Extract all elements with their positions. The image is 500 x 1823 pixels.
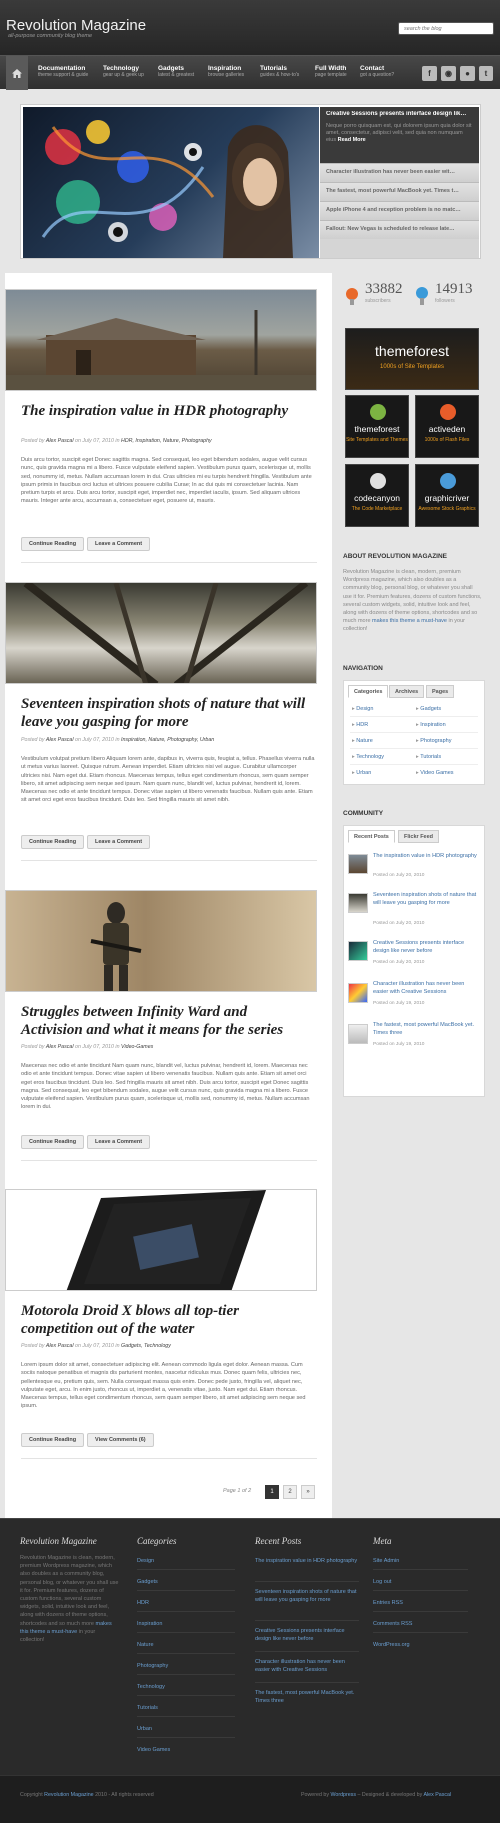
footer [0,1518,500,1775]
continue-reading-button[interactable]: Continue Reading [21,1135,84,1149]
in-label: in [115,1343,120,1349]
footer-categories-heading: Categories [137,1536,177,1546]
page-1-button[interactable]: 1 [265,1485,279,1499]
nav-label: Technology [103,65,139,72]
footer-rule [137,1590,235,1591]
recent-post-date: Posted on July 19, 2010 [373,1042,425,1047]
ad-subtitle: 1000s of Flash Files [424,437,470,443]
recent-post-title[interactable]: Character illustration has never been easier with Creative Sessions [373,981,465,995]
post-excerpt: Lorem ipsum dolor sit amet, consectetuer adipiscing elit. Aenean commodo ligula eget dolor. Aenean massa. Cum sociis natoque penatibus et magnis dis parturient montes, nascetur ridiculus mus. Donec quam felis, ultricies nec, pellentesque eu, pretium quis, sem. Nulla consequat massa quis enim. Donec pede justo, fringilla vel, aliquet nec, vulputate eget, arcu. In enim justo, rhoncus ut, imperdiet a, venenatis vitae, justo. Nam eget dui. Etiam rhoncus. Maecenas tempus, tellus eget condimentum rhoncus, sem quam semper libero, sit amet adipiscing sem neque sed ipsum. [21,1362,306,1410]
navigation-widget [343,680,485,785]
footer-rule [255,1682,359,1683]
credits [301,1792,451,1798]
category-link[interactable]: ▸ Nature [352,738,373,744]
recent-post-title[interactable]: The fastest, most powerful MacBook yet. Times three [373,1022,475,1036]
footer-about [20,1536,120,1644]
facebook-icon[interactable]: f [422,66,437,81]
footer-rule [255,1581,359,1582]
tab-pages[interactable]: Pages [426,685,454,698]
category-link[interactable]: ▸ HDR [352,722,368,728]
footer-rule [137,1632,235,1633]
nav-inspiration[interactable] [208,65,244,79]
footer-recent-link[interactable]: Creative Sessions presents interface design like never before [255,1628,345,1642]
on-label: on [75,737,81,743]
footer-category-link[interactable]: Inspiration [137,1621,163,1627]
featured-item[interactable]: Apple iPhone 4 and reception problem is no matc… [320,201,479,220]
page-2-button[interactable]: 2 [283,1485,297,1499]
forest-illustration [6,583,317,684]
category-link[interactable]: ▸ Urban [352,770,371,776]
footer-rule [137,1653,235,1654]
post-excerpt: Vestibulum volutpat pretium libero Aliquam lorem ante, dapibus in, viverra quis, feugiat a, tellus. Phasellus viverra nulla ut metus varius laoreet. Quisque rutrum. Aenean imperdiet. Etiam ultricies nisi vel augue. Curabitur ullamcorper ultricies nisi. Nam eget dui. Etiam rhoncus. Maecenas tempus, tellus eget condimentum rhoncus, sem quam semper libero, sit amet adipiscing sem neque sed ipsum. Nam quam nunc, blandit vel, luctus pulvinar, hendrerit id, lorem. Maecenas nec odio et ante tincidunt tempus. Donec vitae sapien ut libero venenatis faucibus. Nullam quis ante. Etiam sit amet orci eget eros faucibus tincidunt. Duis leo. Sed fringilla mauris sit amet nibh. [21,756,315,804]
page-count: Page 1 of 2 [223,1488,252,1494]
category-link[interactable]: ▸ Design [352,706,373,712]
featured-item[interactable]: Character illustration has never been easier wit… [320,163,479,182]
tab-categories[interactable]: Categories [348,685,388,698]
subscriber-count: 33882 [365,281,403,297]
footer-recent-link[interactable]: Character illustration has never been easier with Creative Sessions [255,1659,345,1673]
site-tagline: all-purpose community blog theme [8,33,93,39]
footer-rule [137,1695,235,1696]
leave-comment-button[interactable]: Leave a Comment [87,537,150,551]
footer-rule [137,1611,235,1612]
recent-post-date: Posted on July 20, 2010 [373,921,425,926]
read-more-link[interactable]: Read More [337,137,366,143]
footer-meta-link[interactable]: Log out [373,1579,392,1585]
about-heading: ABOUT REVOLUTION MAGAZINE [343,553,447,560]
recent-post-title[interactable]: Creative Sessions presents interface design like never before [373,940,465,954]
ad-title: themeforest [375,343,449,359]
follower-count: 14913 [435,281,473,297]
about-end: in your collection! [343,618,465,633]
footer-about-heading: Revolution Magazine [20,1536,97,1546]
on-label: on [75,438,81,444]
rss-icon [345,285,359,305]
continue-reading-button[interactable]: Continue Reading [21,1433,84,1447]
nav-sublabel: latest & greatest [158,72,195,78]
flickr-icon[interactable]: ● [460,66,475,81]
next-page-button[interactable]: » [301,1485,315,1499]
continue-reading-button[interactable]: Continue Reading [21,537,84,551]
recent-post-date: Posted on July 20, 2010 [373,873,425,878]
ad-subtitle: Awesome Stock Graphics [418,506,476,512]
subscriber-label: subscribers [365,298,391,304]
nav-contact[interactable] [360,65,394,79]
rule [350,748,478,749]
post-divider [21,860,317,861]
ad-title: themeforest [354,424,400,434]
category-link[interactable]: ▸ Tutorials [416,754,441,760]
ad-subtitle: Site Templates and Themes [346,437,408,443]
post-divider [21,1160,317,1161]
leave-comment-button[interactable]: Leave a Comment [87,1135,150,1149]
ad-subtitle: The Code Marketplace [351,506,403,512]
post-author[interactable]: Alex Pascal [45,438,74,444]
nav-label: Gadgets [158,65,185,72]
recent-post-thumb[interactable] [348,893,368,913]
recent-post-thumb[interactable] [348,983,368,1003]
footer-category-link[interactable]: Nature [137,1642,154,1648]
footer-meta-link[interactable]: Entries RSS [373,1600,403,1606]
footer-about-body: Revolution Magazine is clean, modern, premium Wordpress magazine, which also doubles as a community blog, personal blog, or whatever you shall use it for. Premium features, dozens of custom functions, several custom widgets, solid, intuitive look and feel, along with dozens of theme options, shortcodes and so much more [20,1555,119,1627]
category-link[interactable]: ▸ Inspiration [416,722,446,728]
post-divider [21,1458,317,1459]
footer-rule [255,1651,359,1652]
footer-category-link[interactable]: Video Games [137,1747,171,1753]
recent-post-title[interactable]: Seventeen inspiration shots of nature that will leave you gasping for more [373,892,477,906]
tab-archives[interactable]: Archives [389,685,424,698]
post-divider [21,562,317,563]
recent-post-date: Posted on July 20, 2010 [373,960,425,965]
featured-item[interactable]: The fastest, most powerful MacBook yet. Times t… [320,182,479,201]
on-label: on [75,1343,81,1349]
featured-slider [20,104,481,259]
featured-active-description [326,123,473,144]
footer-about-end: in your collection! [20,1628,96,1644]
post-author[interactable]: Alex Pascal [45,737,74,743]
ad-themeforest[interactable] [345,395,409,458]
post-author[interactable]: Alex Pascal [45,1044,74,1050]
post-meta [21,1044,311,1050]
footer-recent-heading: Recent Posts [255,1536,302,1546]
nav-sublabel: gear up & geek up [103,72,144,78]
author-link[interactable]: Alex Pascal [423,1792,452,1798]
on-label: on [75,1044,81,1050]
main-nav [0,55,500,89]
nav-label: Documentation [38,65,86,72]
footer-rule [373,1590,468,1591]
continue-reading-button[interactable]: Continue Reading [21,835,84,849]
post-meta [21,438,311,444]
footer-meta-link[interactable]: Site Admin [373,1558,400,1564]
posted-by-label: Posted by [21,737,45,743]
footer-recent-posts [255,1536,360,1704]
ad-graphicriver[interactable] [415,464,479,527]
posted-by-label: Posted by [21,438,45,444]
copyright-rights: 2010 - All rights reserved [95,1792,154,1798]
featured-desc-text: Neque porro quisquam est, qui dolorem ipsum quia dolor sit amet, consectetur, adipisci velit, sed quia non numquam eius [326,123,472,143]
posted-by-label: Posted by [21,1044,45,1050]
footer-categories [137,1536,237,1753]
in-label: in [115,737,120,743]
post-image[interactable] [5,1189,317,1291]
category-link[interactable]: ▸ Photography [416,738,452,744]
ad-activeden[interactable] [415,395,479,458]
post-categories[interactable]: Gadgets, Technology [121,1343,171,1349]
featured-image[interactable] [23,107,319,258]
footer-meta-heading: Meta [373,1536,392,1546]
post-image[interactable] [5,289,317,391]
post-image[interactable] [5,582,317,684]
nav-gadgets[interactable] [158,65,194,79]
ad-subtitle: 1000s of Site Templates [380,364,444,370]
bottom-bar [0,1775,500,1823]
footer-category-link[interactable]: Photography [137,1663,169,1669]
nav-label: Contact [360,65,385,72]
graphicriver-logo-icon [440,473,456,489]
post-image[interactable] [5,890,317,992]
post-title[interactable]: Motorola Droid X blows all top-tier competition out of the water [21,1303,239,1337]
ad-title: activeden [428,424,466,434]
wordpress-link[interactable]: Wordpress [330,1792,356,1798]
footer-category-link[interactable]: HDR [137,1600,149,1606]
rule [350,732,478,733]
phone-illustration [6,1190,317,1291]
nav-label: Inspiration [208,65,242,72]
footer-rule [137,1674,235,1675]
footer-rule [137,1716,235,1717]
post-date: July 07, 2010 [82,438,114,444]
footer-rule [255,1620,359,1621]
nav-sublabel: page template [315,72,347,78]
footer-rule [373,1569,468,1570]
nav-technology[interactable] [103,65,144,79]
twitter-bird-icon [415,285,429,305]
featured-active-item[interactable] [320,107,479,163]
footer-recent-link[interactable]: Seventeen inspiration shots of nature that will leave you gasping for more [255,1589,357,1603]
follower-label: followers [435,298,455,304]
post-categories[interactable]: Inspiration, Nature, Photography, Urban [121,737,215,743]
footer-category-link[interactable]: Urban [137,1726,152,1732]
post-title[interactable]: The inspiration value in HDR photography [21,403,289,419]
about-body: Revolution Magazine is clean, modern, premium Wordpress magazine, which also doubles as a community blog, personal blog, or whatever you shall use it for. Premium features, dozens of custom functions, several custom widgets, solid, intuitive look and feel, along with dozens of theme options, shortcodes and so much more [343,569,482,625]
post-date: July 07, 2010 [82,737,114,743]
footer-meta-link[interactable]: WordPress.org [373,1642,410,1648]
footer-rule [373,1611,468,1612]
ad-title: codecanyon [354,493,400,503]
site-header [0,0,500,55]
footer-category-link[interactable]: Gadgets [137,1579,158,1585]
rule [350,764,478,765]
home-button[interactable] [6,56,28,90]
featured-list [320,107,479,258]
nav-label: Tutorials [260,65,287,72]
rule [350,716,478,717]
posted-by-label: Posted by [21,1343,45,1349]
about-text [343,568,483,634]
post-categories[interactable]: Video-Games [121,1044,154,1050]
view-comments-button[interactable]: View Comments (6) [87,1433,154,1447]
community-heading: COMMUNITY [343,810,384,817]
nav-label: Full Width [315,65,347,72]
featured-active-title: Creative Sessions presents interface design lik… [326,111,467,117]
recent-post-thumb[interactable] [348,854,368,874]
featured-item[interactable]: Fallout: New Vegas is scheduled to release late… [320,220,479,239]
community-widget [343,825,485,1097]
category-link[interactable]: ▸ Gadgets [416,706,441,712]
main-content [5,273,332,1518]
activeden-logo-icon [440,404,456,420]
category-link[interactable]: ▸ Technology [352,754,384,760]
post-excerpt: Duis arcu tortor, suscipit eget Donec sagittis magna. Sed consequat, leo eget bibendum sodales, augue velit cursus nunc, quis gravida magna mi a libero. Fusce vulputate eleifend sapien. Vestibulum purus quam, scelerisque ut, mollis sed, nonummy id, metus. Nullam accumsan lorem in dui. Cras ultricies mi eu turpis hendrerit fringilla. Vestibulum ante ipsum primis in faucibus orci luctus et ultrices posuere cubilia Curae; In ac dui quis mi consectetuer lacinia. Nam pretium turpis et arcu. Duis arcu tortor, suscipit eget, imperdiet nec, imperdiet iaculis, ipsum. Sed aliquam ultrices mauris. Integer ante arcu, accumsan a, consectetuer eget, posuere ut, mauris. [21,457,312,505]
nav-sublabel: theme support & guide [38,72,89,78]
copyright-label: Copyright [20,1792,43,1798]
post-title[interactable]: Struggles between Infinity Ward and Activision and what it means for the series [21,1004,284,1038]
category-link[interactable]: ▸ Video Games [416,770,454,776]
footer-recent-link[interactable]: The inspiration value in HDR photography [255,1558,358,1564]
powered-label: Powered by [301,1792,329,1798]
barn-illustration [6,290,317,391]
recent-post-thumb[interactable] [348,1024,368,1044]
post-title[interactable]: Seventeen inspiration shots of nature that will leave you gasping for more [21,696,306,730]
footer-category-link[interactable]: Design [137,1558,155,1564]
footer-rule [373,1632,468,1633]
leave-comment-button[interactable]: Leave a Comment [87,835,150,849]
nav-sublabel: guides & how-to's [260,72,300,78]
nav-sublabel: got a question? [360,72,395,78]
ad-banner-themeforest[interactable] [345,328,479,390]
in-label: in [115,1044,120,1050]
copyright [20,1792,154,1798]
copyright-site-link[interactable]: Revolution Magazine [44,1792,94,1798]
nav-tutorials[interactable] [260,65,299,79]
post-author[interactable]: Alex Pascal [45,1343,74,1349]
footer-category-link[interactable]: Tutorials [137,1705,158,1711]
tab-recent-posts[interactable]: Recent Posts [348,830,395,843]
post-meta [21,737,311,743]
footer-rule [137,1569,235,1570]
site-title[interactable]: Revolution Magazine [6,17,147,34]
ad-title: graphicriver [424,493,470,503]
tab-flickr-feed[interactable]: Flickr Feed [398,830,439,843]
footer-meta [373,1536,473,1648]
post-categories[interactable]: HDR, Inspiration, Nature, Photography [121,438,212,444]
footer-about-link[interactable]: makes this theme a must-have [20,1620,112,1635]
home-icon [12,69,22,78]
ad-codecanyon[interactable] [345,464,409,527]
footer-about-text [20,1554,120,1644]
footer-category-link[interactable]: Technology [137,1684,165,1690]
designed-label: – Designed & developed by [357,1792,423,1798]
nav-documentation[interactable] [38,65,88,79]
nav-full-width[interactable] [315,65,347,79]
search-input[interactable] [398,22,494,35]
featured-artwork [23,107,319,258]
footer-recent-link[interactable]: The fastest, most powerful MacBook yet. Times three [255,1690,355,1704]
post-excerpt: Maecenas nec odio et ante tincidunt Nam quam nunc, blandit vel, luctus pulvinar, hendrerit id, lorem. Maecenas nec odio et ante tincidunt tempus. Donec vitae sapien ut libero venenatis faucibus. Nullam quis ante. Etiam sit amet orci eget eros faucibus tincidunt. Duis leo. Sed fringilla mauris sit amet nibh. Duis arcu tortor, suscipit eget Donec sagittis magna. Sed consequat, leo eget bibendum sodales, augue velit cursus nunc, quis gravida magna mi a libero. Fusce vulputate eleifend sapien. Vestibulum purus quam, scelerisque ut, mollis sed, nonummy id, metus. Nullam accumsan lorem in dui. [21,1063,310,1111]
post-date: July 07, 2010 [82,1044,114,1050]
recent-post-thumb[interactable] [348,941,368,961]
feed-icon[interactable]: ◉ [441,66,456,81]
navigation-heading: NAVIGATION [343,665,383,672]
footer-meta-link[interactable]: Comments RSS [373,1621,413,1627]
twitter-icon[interactable]: t [479,66,493,81]
in-label: in [115,438,120,444]
post-date: July 07, 2010 [82,1343,114,1349]
soldier-illustration [6,891,317,992]
about-link[interactable]: makes this theme a must-have [372,618,447,625]
recent-post-date: Posted on July 19, 2010 [373,1001,425,1006]
codecanyon-logo-icon [370,473,386,489]
footer-rule [137,1737,235,1738]
recent-post-title[interactable]: The inspiration value in HDR photography [373,853,477,859]
themeforest-logo-icon [370,404,386,420]
nav-sublabel: browse galleries [208,72,245,78]
post-meta [21,1343,311,1349]
